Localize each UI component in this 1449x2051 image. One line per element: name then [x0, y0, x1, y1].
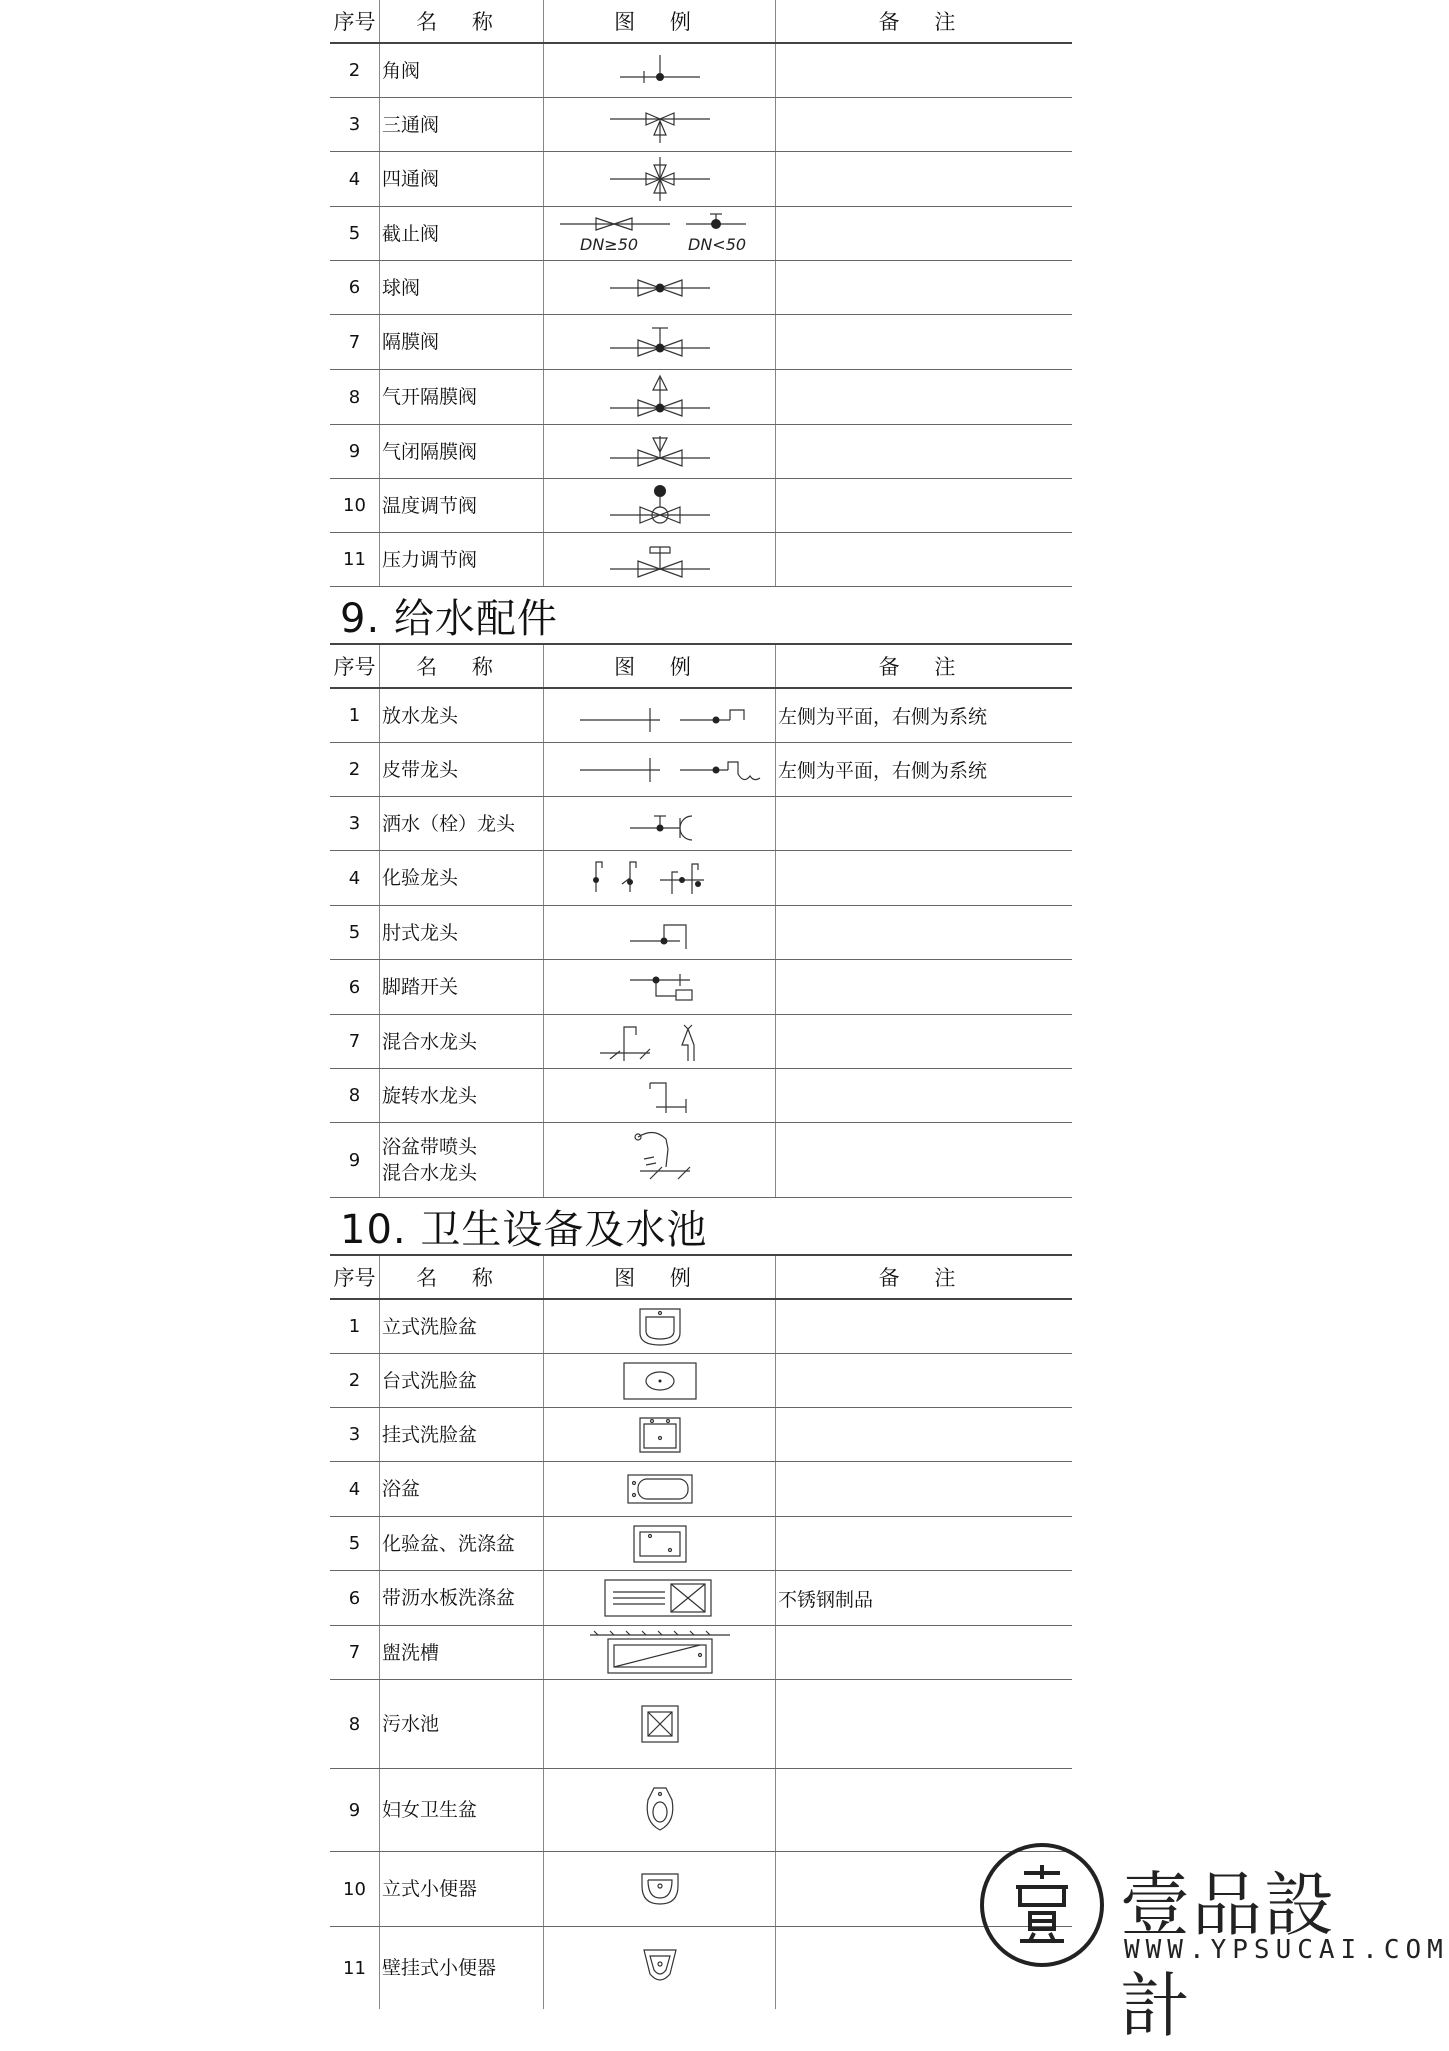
row-remark	[776, 1354, 1072, 1407]
row-no: 1	[330, 1300, 380, 1353]
table-row	[330, 1300, 1072, 1354]
logo-mark	[980, 1843, 1104, 1967]
row-remark	[776, 851, 1072, 905]
table-header	[330, 645, 1072, 689]
table-row	[330, 1626, 1072, 1680]
watermark-logo	[970, 1835, 1449, 2047]
header-name: 名 称	[380, 0, 544, 42]
row-no: 3	[330, 98, 380, 151]
legend-document	[330, 0, 1072, 2009]
table-row	[330, 689, 1072, 743]
row-no: 7	[330, 315, 380, 369]
row-name: 气闭隔膜阀	[380, 425, 544, 478]
temperature-control-valve-icon	[600, 483, 720, 529]
row-name: 放水龙头	[380, 689, 544, 742]
row-name: 化验盆、洗涤盆	[380, 1517, 544, 1570]
table-row	[330, 1408, 1072, 1462]
row-name: 角阀	[380, 44, 544, 97]
row-no: 11	[330, 533, 380, 586]
table-row	[330, 1927, 1072, 2009]
row-name: 壁挂式小便器	[380, 1927, 544, 2009]
row-name: 立式洗脸盆	[380, 1300, 544, 1353]
table-row	[330, 152, 1072, 207]
stop-valve-label-small: DN<50	[687, 234, 746, 254]
table-row	[330, 1769, 1072, 1852]
row-name: 混合水龙头	[380, 1015, 544, 1068]
lab-faucet-icon	[570, 854, 750, 902]
row-no: 7	[330, 1626, 380, 1679]
header-remark: 备 注	[878, 655, 970, 679]
row-no: 4	[330, 152, 380, 206]
row-remark: 左侧为平面，右侧为系统	[778, 706, 988, 728]
row-name: 温度调节阀	[380, 479, 544, 532]
row-name: 三通阀	[380, 98, 544, 151]
four-way-valve-icon	[600, 155, 720, 203]
row-name: 台式洗脸盆	[380, 1354, 544, 1407]
row-no: 6	[330, 960, 380, 1014]
row-remark	[776, 906, 1072, 959]
table-row	[330, 1354, 1072, 1408]
row-remark	[776, 1517, 1072, 1570]
row-name: 浴盆	[380, 1462, 544, 1516]
table-row	[330, 743, 1072, 797]
row-no: 3	[330, 1408, 380, 1461]
row-no: 4	[330, 851, 380, 905]
row-name: 盥洗槽	[380, 1626, 544, 1679]
row-no: 6	[330, 1571, 380, 1625]
row-no: 9	[330, 1123, 380, 1197]
row-no: 2	[330, 44, 380, 97]
row-no: 8	[330, 1069, 380, 1122]
header-remark: 备 注	[878, 10, 970, 34]
wash-trough-icon	[560, 1629, 760, 1677]
header-remark: 备 注	[878, 1266, 970, 1290]
row-name: 旋转水龙头	[380, 1069, 544, 1122]
row-remark	[776, 1069, 1072, 1122]
table-header	[330, 0, 1072, 44]
row-name: 皮带龙头	[380, 743, 544, 796]
row-remark	[776, 960, 1072, 1014]
row-remark	[776, 1123, 1072, 1197]
logo-mark-icon	[994, 1857, 1090, 1953]
table-row	[330, 261, 1072, 315]
diaphragm-valve-icon	[600, 320, 720, 364]
row-remark: 左侧为平面，右侧为系统	[778, 760, 988, 782]
row-name: 挂式洗脸盆	[380, 1408, 544, 1461]
logo-url: WWW.YPSUCAI.COM	[1124, 1935, 1449, 1965]
row-name: 脚踏开关	[380, 960, 544, 1014]
table-row	[330, 425, 1072, 479]
row-no: 5	[330, 1517, 380, 1570]
angle-valve-icon	[600, 51, 720, 91]
faucet-icon	[560, 698, 760, 734]
row-name: 混合水龙头	[382, 1162, 478, 1184]
lab-sink-icon	[600, 1522, 720, 1566]
table-row	[330, 1571, 1072, 1626]
row-no: 5	[330, 207, 380, 260]
row-name: 隔膜阀	[380, 315, 544, 369]
row-name: 污水池	[380, 1680, 544, 1768]
row-no: 8	[330, 370, 380, 424]
table-row	[330, 315, 1072, 370]
row-name: 洒水（栓）龙头	[380, 797, 544, 850]
row-name: 化验龙头	[380, 851, 544, 905]
row-no: 5	[330, 906, 380, 959]
logo-brand: 壹品設計	[1120, 1864, 1336, 2047]
row-no: 9	[330, 1769, 380, 1851]
row-remark	[776, 1408, 1072, 1461]
ball-valve-icon	[600, 270, 720, 306]
row-remark	[776, 1462, 1072, 1516]
header-legend: 图 例	[544, 1256, 776, 1298]
table-row	[330, 797, 1072, 851]
row-no: 8	[330, 1680, 380, 1768]
swivel-faucet-icon	[600, 1073, 720, 1119]
row-remark	[776, 1300, 1072, 1353]
table-row	[330, 1517, 1072, 1571]
row-name: 带沥水板洗涤盆	[380, 1571, 544, 1625]
row-no: 2	[330, 1354, 380, 1407]
section-title: 10. 卫生设备及水池	[330, 1198, 1072, 1256]
table-row	[330, 1852, 1072, 1927]
row-no: 1	[330, 689, 380, 742]
row-no: 2	[330, 743, 380, 796]
table-row	[330, 98, 1072, 152]
row-name: 妇女卫生盆	[380, 1769, 544, 1851]
row-name: 球阀	[380, 261, 544, 314]
table-row	[330, 851, 1072, 906]
row-no: 6	[330, 261, 380, 314]
mop-sink-icon	[600, 1700, 720, 1748]
stop-valve-label-large: DN≥50	[579, 234, 638, 254]
section-title: 9. 给水配件	[330, 587, 1072, 645]
row-no: 10	[330, 1852, 380, 1926]
table-row	[330, 1462, 1072, 1517]
row-remark	[776, 1015, 1072, 1068]
header-legend: 图 例	[544, 0, 776, 42]
drainboard-sink-icon	[595, 1576, 725, 1620]
stop-valve-icon	[560, 210, 760, 258]
row-remark	[776, 797, 1072, 850]
row-no: 10	[330, 479, 380, 532]
table-row	[330, 1680, 1072, 1769]
table-row	[330, 479, 1072, 533]
header-no: 序号	[330, 645, 380, 687]
row-remark: 不锈钢制品	[778, 1588, 874, 1611]
row-name: 四通阀	[380, 152, 544, 206]
row-no: 11	[330, 1927, 380, 2009]
table-row	[330, 207, 1072, 261]
table-row	[330, 960, 1072, 1015]
table-row	[330, 1015, 1072, 1069]
sprinkler-faucet-icon	[600, 804, 720, 844]
row-no: 7	[330, 1015, 380, 1068]
table-row	[330, 906, 1072, 960]
table-row	[330, 44, 1072, 98]
header-legend: 图 例	[544, 645, 776, 687]
bath-shower-mixer-icon	[600, 1127, 720, 1193]
row-no: 4	[330, 1462, 380, 1516]
air-close-diaphragm-valve-icon	[600, 430, 720, 474]
table-row	[330, 533, 1072, 587]
row-name: 肘式龙头	[380, 906, 544, 959]
header-name: 名 称	[380, 1256, 544, 1298]
table-row	[330, 1069, 1072, 1123]
wall-hung-basin-icon	[600, 1412, 720, 1458]
floor-urinal-icon	[600, 1866, 720, 1912]
table-row	[330, 1123, 1072, 1198]
header-no: 序号	[330, 1256, 380, 1298]
row-name: 截止阀	[380, 207, 544, 260]
bathtub-icon	[600, 1469, 720, 1509]
row-name: 压力调节阀	[380, 533, 544, 586]
three-way-valve-icon	[600, 103, 720, 147]
mixing-faucet-icon	[580, 1019, 740, 1065]
table-header	[330, 1256, 1072, 1300]
table-row	[330, 370, 1072, 425]
row-remark	[776, 1680, 1072, 1768]
row-name: 浴盆带喷头	[382, 1136, 478, 1158]
pedestal-basin-icon	[600, 1305, 720, 1349]
elbow-faucet-icon	[600, 913, 720, 953]
foot-switch-icon	[600, 966, 720, 1008]
header-no: 序号	[330, 0, 380, 42]
bidet-icon	[600, 1782, 720, 1838]
hose-faucet-icon	[560, 750, 760, 790]
countertop-basin-icon	[600, 1359, 720, 1403]
wall-urinal-icon	[600, 1944, 720, 1992]
row-name: 气开隔膜阀	[380, 370, 544, 424]
header-name: 名 称	[380, 645, 544, 687]
row-no: 9	[330, 425, 380, 478]
row-no: 3	[330, 797, 380, 850]
row-remark	[776, 1626, 1072, 1679]
row-name: 立式小便器	[380, 1852, 544, 1926]
pressure-control-valve-icon	[600, 537, 720, 583]
air-open-diaphragm-valve-icon	[600, 372, 720, 422]
